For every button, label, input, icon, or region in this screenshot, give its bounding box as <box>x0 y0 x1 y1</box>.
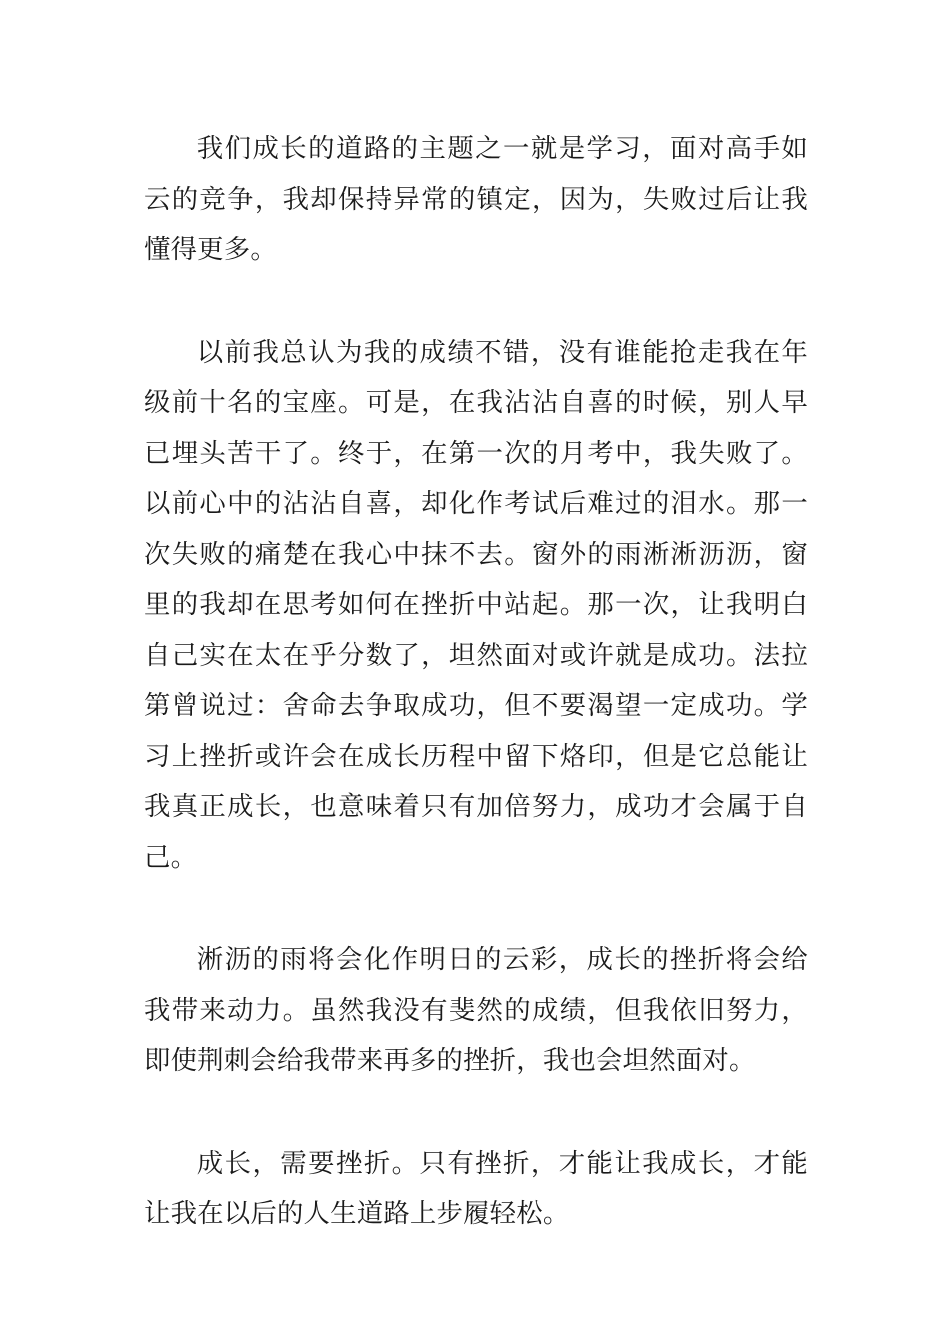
paragraph-3: 淅沥的雨将会化作明日的云彩，成长的挫折将会给我带来动力。虽然我没有斐然的成绩，但我依旧努力，即使荆刺会给我带来再多的挫折，我也会坦然面对。 <box>144 944 808 1076</box>
paragraph-2: 以前我总认为我的成绩不错，没有谁能抢走我在年级前十名的宝座。可是，在我沾沾自喜的时候，别人早已埋头苦干了。终于，在第一次的月考中，我失败了。以前心中的沾沾自喜，却化作考试后难过的泪水。那一次失败的痛楚在我心中抹不去。窗外的雨淅淅沥沥，窗里的我却在思考如何在挫折中站起。那一次，让我明白自己实在太在乎分数了，坦然面对或许就是成功。法拉第曾说过：舍命去争取成功，但不要渴望一定成功。学习上挫折或许会在成长历程中留下烙印，但是它总能让我真正成长，也意味着只有加倍努力，成功才会属于自己。 <box>144 336 808 873</box>
document-page <box>144 124 808 1240</box>
paragraph-4: 成长，需要挫折。只有挫折，才能让我成长，才能让我在以后的人生道路上步履轻松。 <box>144 1147 808 1229</box>
paragraph-1: 我们成长的道路的主题之一就是学习，面对高手如云的竞争，我却保持异常的镇定，因为，失败过后让我懂得更多。 <box>144 133 808 265</box>
